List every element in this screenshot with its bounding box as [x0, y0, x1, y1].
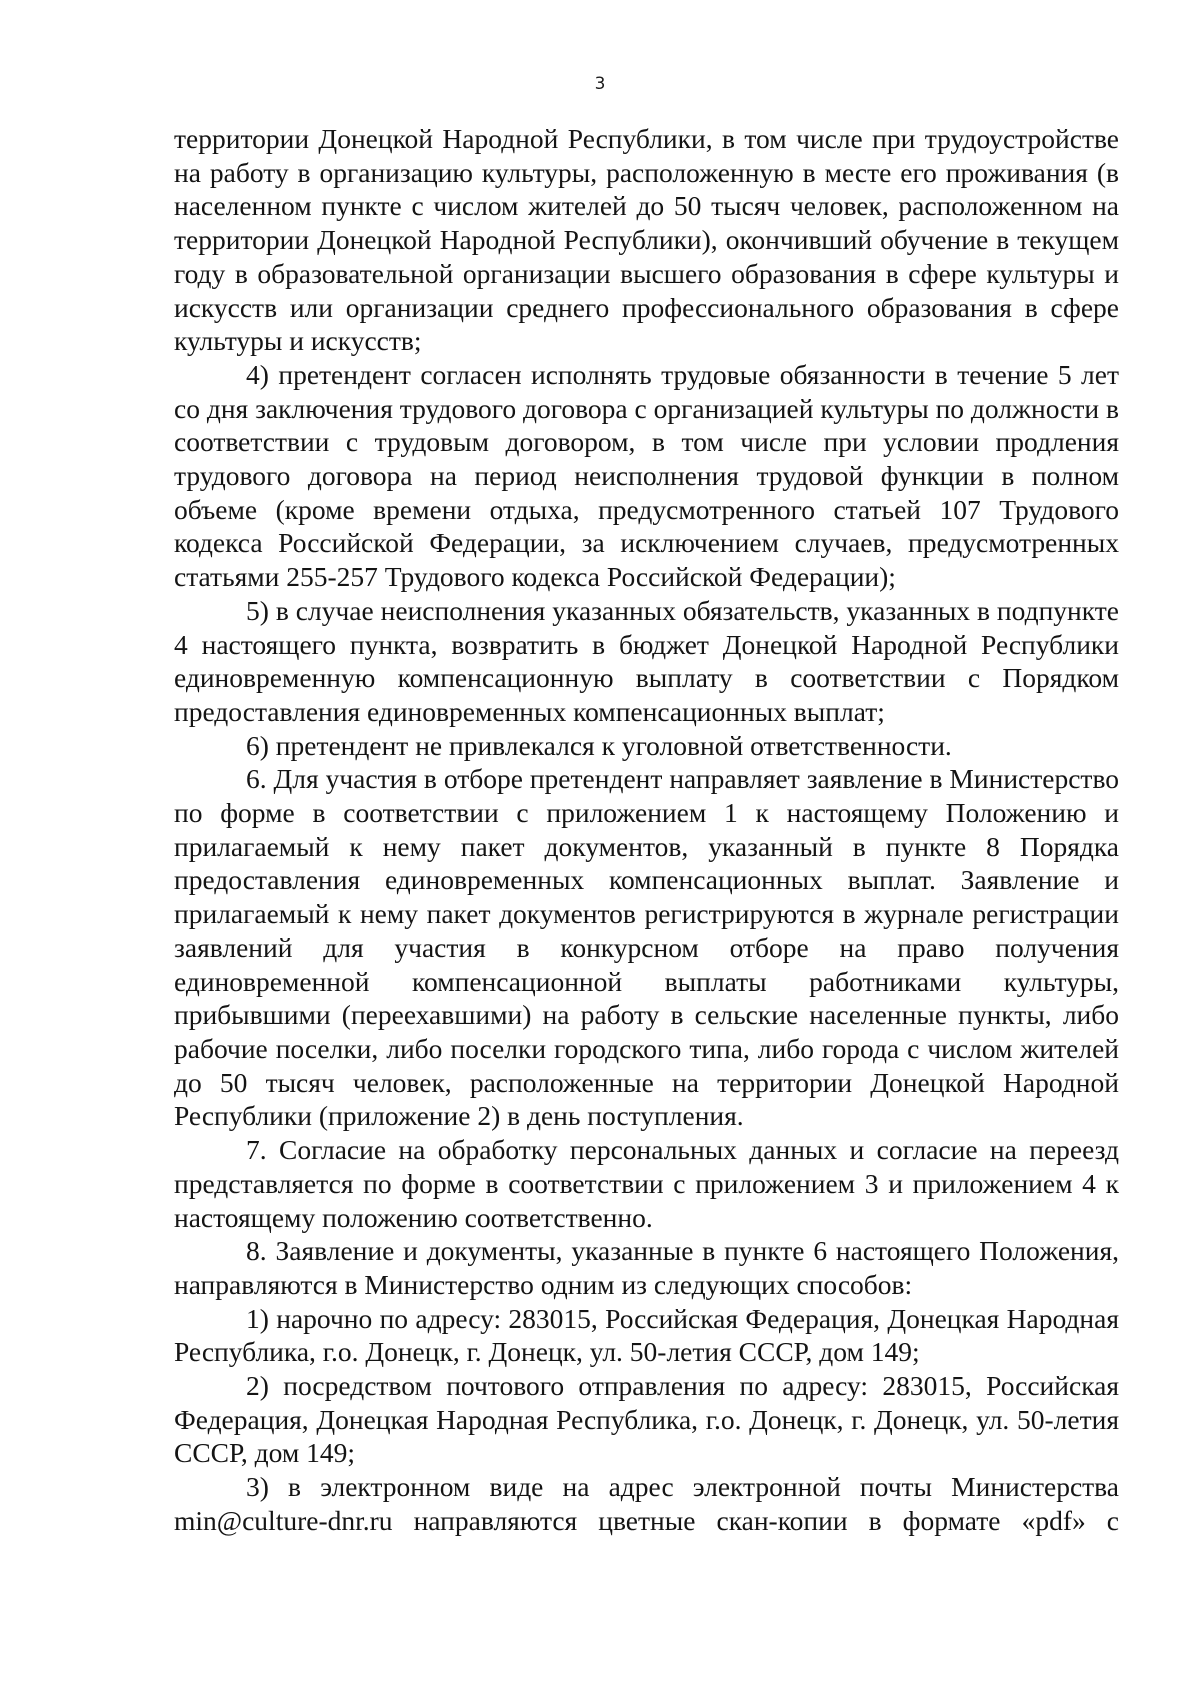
paragraph-method-2: 2) посредством почтового отправления по адресу: 283015, Российская Федерация, Донецкая Народная Республика, г.о. Донецк, г. Донецк, ул. 50-летия СССР, дом 149; — [174, 1370, 1119, 1469]
paragraph-item-4: 4) претендент согласен исполнять трудовые обязанности в течение 5 лет со дня заключения трудового договора с организацией культуры по должности в соответствии с трудовым договором, в том числе при условии продления трудового договора на период неисполнения трудовой функции в полном объеме (кроме времени отдыха, предусмотренного статьей 107 Трудового кодекса Российской Федерации, за исключением случаев, предусмотренных статьями 255-257 Трудового кодекса Российской Федерации); — [174, 358, 1119, 593]
paragraph-item-5: 5) в случае неисполнения указанных обязательств, указанных в подпункте 4 настоящего пункта, возвратить в бюджет Донецкой Народной Республики единовременную компенсационную выплату в соответствии с Порядком предоставления единовременных компенсационных выплат; — [174, 594, 1119, 727]
paragraph-item-6: 6) претендент не привлекался к уголовной ответственности. — [246, 729, 952, 761]
page-number: 3 — [594, 74, 606, 94]
paragraph-section-6: 6. Для участия в отборе претендент направляет заявление в Министерство по форме в соответствии с приложением 1 к настоящему Положению и прилагаемый к нему пакет документов, указанный в пункте 8 Порядка предоставления единовременных компенсационных выплат. Заявление и прилагаемый к нему пакет документов регистрируются в журнале регистрации заявлений для участия в конкурсном отборе на право получения единовременной компенсационной выплаты работниками культуры, прибывшими (переехавшими) на работу в сельские населенные пункты, либо рабочие поселки, либо поселки городского типа, либо города с числом жителей до 50 тысяч человек, расположенные на территории Донецкой Народной Республики (приложение 2) в день поступления. — [174, 763, 1119, 1132]
paragraph-method-3: 3) в электронном виде на адрес электронной почты Министерства min@culture-dnr.ru направляются цветные скан-копии в формате «pdf» с — [174, 1471, 1119, 1536]
document-body — [174, 122, 1119, 1538]
paragraph-method-1: 1) нарочно по адресу: 283015, Российская Федерация, Донецкая Народная Республика, г.о. Донецк, г. Донецк, ул. 50-летия СССР, дом 149; — [174, 1302, 1119, 1368]
paragraph-section-8: 8. Заявление и документы, указанные в пункте 6 настоящего Положения, направляются в Министерство одним из следующих способов: — [174, 1235, 1119, 1300]
paragraph-continuation: территории Донецкой Народной Республики, в том числе при трудоустройстве на работу в организацию культуры, расположенную в месте его проживания (в населенном пункте с числом жителей до 50 тысяч человек, расположенном на территории Донецкой Народной Республики), окончивший обучение в текущем году в образовательной организации высшего образования в сфере культуры и искусств или организации среднего профессионального образования в сфере культуры и искусств; — [174, 123, 1119, 357]
paragraph-section-7: 7. Согласие на обработку персональных данных и согласие на переезд представляется по форме в соответствии с приложением 3 и приложением 4 к настоящему положению соответственно. — [174, 1134, 1119, 1233]
